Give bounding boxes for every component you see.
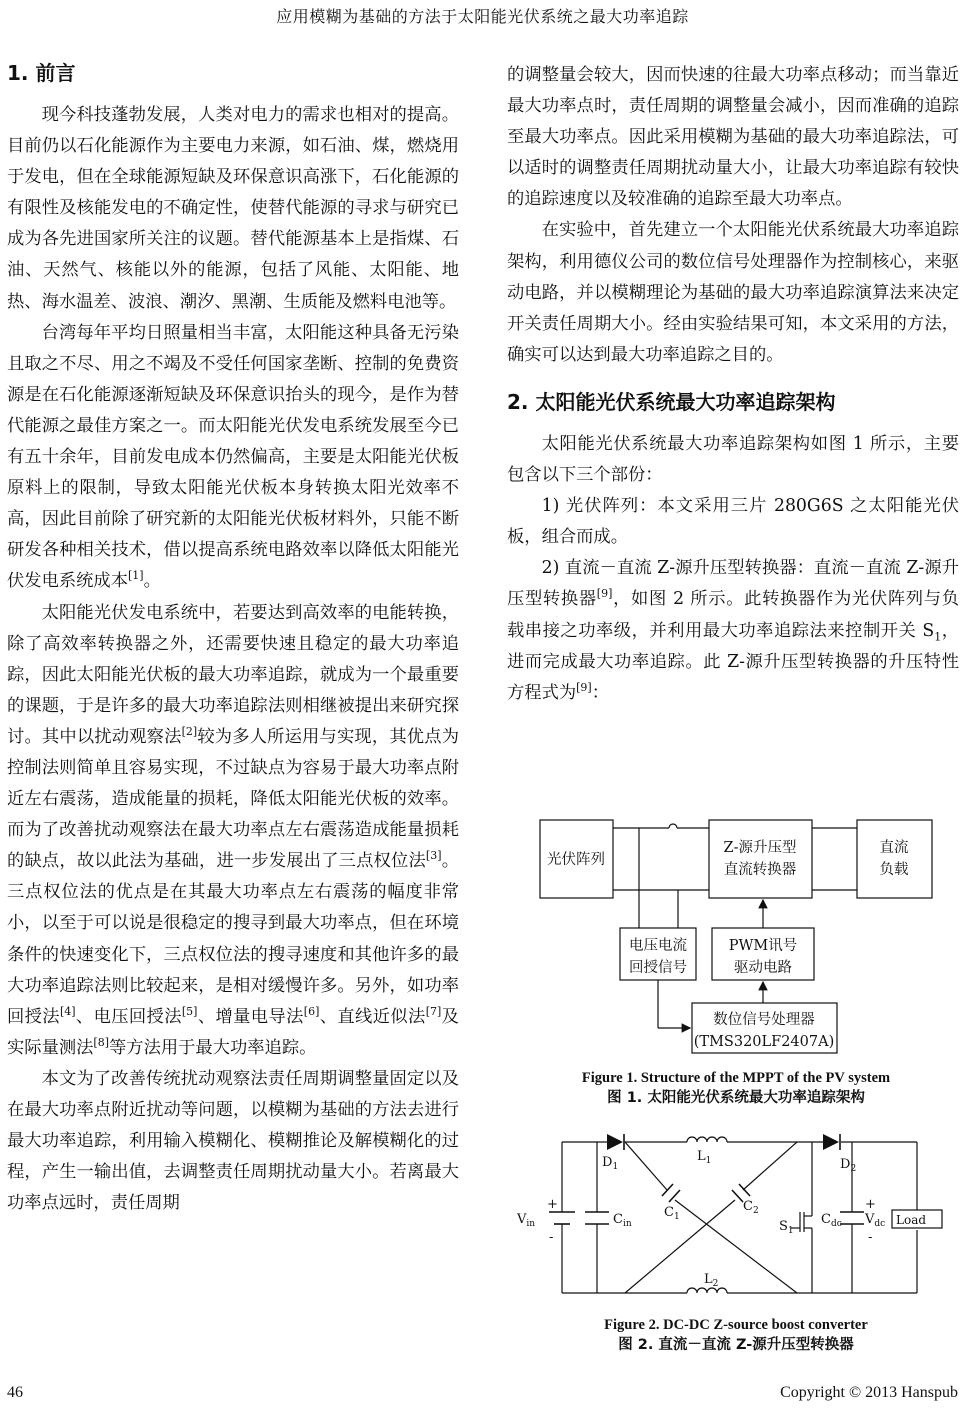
label-vdc-plus: + — [865, 1197, 876, 1212]
citation-9[interactable]: [9] — [596, 587, 613, 601]
figure-1-caption-cn: 图 1. 太阳能光伏系统最大功率追踪架构 — [607, 1090, 865, 1106]
fig1-converter-label-1: Z-源升压型 — [723, 840, 797, 856]
label-d1: $D_1$ — [602, 1155, 619, 1172]
fig1-pwm-label-2: 驱动电路 — [734, 960, 792, 976]
label-vin: $V_{in}$ — [517, 1212, 536, 1229]
label-s1: $S_1$ — [779, 1219, 794, 1236]
paragraph-8: 2) 直流－直流 Z-源升压型转换器：直流－直流 Z-源升压型转换器[9]，如图 2 所示。此转换器作为光伏阵列与负载串接之功率级，并利用最大功率追踪法来控制开关 $S_1$，进而完成最大功率追踪。此 Z-源升压型转换器的升压特性方程式为[9]： — [507, 558, 959, 703]
section-2-title: 2. 太阳能光伏系统最大功率追踪架构 — [507, 389, 836, 414]
paragraph-5: 在实验中，首先建立一个太阳能光伏系统最大功率追踪架构，利用德仪公司的数位信号处理器作为控制核心，来驱动电路，并以模糊理论为基础的最大功率追踪演算法来决定开关责任周期大小。经由实验结果可知，本文采用的方法，确实可以达到最大功率追踪之目的。 — [507, 220, 959, 365]
fig1-dsp-label-2: (TMS320LF2407A) — [693, 1034, 835, 1050]
paragraph-7: 1) 光伏阵列：本文采用三片 280G6S 之太阳能光伏板，组合而成。 — [507, 496, 959, 548]
load-box — [857, 820, 932, 898]
figure-1-caption-en: Figure 1. Structure of the MPPT of the PV system — [581, 1070, 891, 1086]
switch-s1-icon — [791, 1210, 812, 1234]
label-l2: $L_2$ — [704, 1272, 719, 1289]
fig1-feedback-label-2: 回授信号 — [629, 960, 687, 976]
label-vin-minus: - — [549, 1230, 554, 1245]
citation-6[interactable]: [6] — [303, 1004, 320, 1018]
figure-2-circuit — [507, 1130, 959, 1310]
label-d2: $D_2$ — [840, 1157, 857, 1174]
figure-1-block-diagram — [507, 810, 959, 1065]
citation-9b[interactable]: [9] — [576, 680, 592, 694]
copyright: Copyright © 2013 Hanspub — [780, 1384, 958, 1401]
citation-2[interactable]: [2] — [181, 725, 198, 739]
citation-8[interactable]: [8] — [93, 1036, 110, 1050]
citation-3[interactable]: [3] — [425, 849, 442, 863]
paragraph-1: 现今科技蓬勃发展，人类对电力的需求也相对的提高。目前仍以石化能源作为主要电力来源，如石油、煤，燃烧用于发电，但在全球能源短缺及环保意识高涨下，石化能源的有限性及核能发电的不确定性，使替代能源的寻求与研究已成为各先进国家所关注的议题。替代能源基本上是指煤、石油、天然气、核能以外的能源，包括了风能、太阳能、地热、海水温差、波浪、潮汐、黑潮、生质能及燃料电池等。 — [7, 105, 459, 312]
page-number: 46 — [7, 1384, 23, 1401]
label-l1: $L_1$ — [697, 1149, 712, 1166]
label-vdc-minus: - — [868, 1230, 873, 1245]
right-column — [507, 60, 959, 709]
diode-d2-icon — [823, 1134, 839, 1150]
label-vdc: $V_{dc}$ — [865, 1212, 886, 1229]
diode-d1-icon — [607, 1134, 623, 1150]
fig1-dsp-label-1: 数位信号处理器 — [713, 1012, 815, 1028]
paragraph-4-continued: 的调整量会较大，因而快速的往最大功率点移动；而当靠近最大功率点时，责任周期的调整量会减小，因而准确的追踪至最大功率点。因此采用模糊为基础的最大功率追踪法，可以适时的调整责任周期扰动量大小，让最大功率追踪有较快的追踪速度以及较准确的追踪至最大功率点。 — [507, 65, 959, 210]
fig1-converter-label-2: 直流转换器 — [723, 862, 797, 878]
citation-1[interactable]: [1] — [127, 569, 144, 583]
label-c2: $C_2$ — [743, 1199, 759, 1216]
label-vin-plus: + — [547, 1197, 558, 1212]
converter-box — [709, 820, 812, 898]
paragraph-6: 太阳能光伏系统最大功率追踪架构如图 1 所示，主要包含以下三个部份： — [507, 433, 959, 486]
fig1-pv-array-label: 光伏阵列 — [547, 852, 605, 868]
label-c1: $C_1$ — [664, 1205, 680, 1222]
fig1-feedback-label-1: 电压电流 — [629, 938, 687, 954]
citation-5[interactable]: [5] — [181, 1004, 198, 1018]
paragraph-2: 台湾每年平均日照量相当丰富，太阳能这种具备无污染且取之不尽、用之不竭及不受任何国家垄断、控制的免费资源是在石化能源逐渐短缺及环保意识抬头的现今，是作为替代能源之最佳方案之一。而太阳能光伏发电系统发展至今已有五十余年，目前发电成本仍然偏高，主要是太阳能光伏板原料上的限制，导致太阳能光伏板本身转换太阳光效率不高，因此目前除了研究新的太阳能光伏板材料外，只能不断研发各种相关技术，借以提高系统电路效率以降低太阳能光伏发电系统成本[1]。 — [7, 322, 459, 592]
fig1-load-label-2: 负载 — [879, 862, 909, 878]
citation-7[interactable]: [7] — [425, 1004, 442, 1018]
section-1-title: 1. 前言 — [7, 61, 76, 85]
label-load: Load — [896, 1213, 927, 1227]
paragraph-3: 太阳能光伏发电系统中，若要达到高效率的电能转换，除了高效率转换器之外，还需要快速且稳定的最大功率追踪，因此太阳能光伏板的最大功率追踪，就成为一个最重要的课题，于是许多的最大功率追踪法则相继被提出来研究探讨。其中以扰动观察法[2]较为多人所运用与实现，其优点为控制法则简单且容易实现，不过缺点为容易于最大功率点附近左右震荡，造成能量的损耗，降低太阳能光伏板的效率。而为了改善扰动观察法在最大功率点左右震荡造成能量损耗的缺点，故以此法为基础，进一步发展出了三点权位法[3]。三点权位法的优点是在其最大功率点左右震荡的幅度非常小，以至于可以说是很稳定的搜寻到最大功率点，但在环境条件的快速变化下，三点权位法的搜寻速度和其他许多的最大功率追踪法则比较起来，是相对缓慢许多。另外，如功率回授法[4]、电压回授法[5]、增量电导法[6]、直线近似法[7]及实际量测法[8]等方法用于最大功率追踪。 — [7, 602, 459, 1058]
fig1-load-label-1: 直流 — [879, 840, 909, 856]
paragraph-4: 本文为了改善传统扰动观察法责任周期调整量固定以及在最大功率点附近扰动等问题，以模糊为基础的方法去进行最大功率追踪，利用输入模糊化、模糊推论及解模糊化的过程，产生一输出值，去调整责任周期扰动量大小。若离最大功率点远时，责任周期 — [7, 1068, 459, 1214]
citation-4[interactable]: [4] — [59, 1004, 76, 1018]
label-cdc: $C_{dc}$ — [821, 1212, 842, 1229]
label-cin: $C_{in}$ — [613, 1212, 632, 1229]
fig1-pwm-label-1: PWM讯号 — [728, 938, 798, 954]
figure-2-caption-cn: 图 2. 直流－直流 Z-源升压型转换器 — [618, 1337, 854, 1353]
running-header: 应用模糊为基础的方法于太阳能光伏系统之最大功率追踪 — [276, 7, 689, 26]
figure-2-caption-en: Figure 2. DC-DC Z-source boost converter — [604, 1317, 868, 1333]
left-column — [7, 58, 459, 1219]
